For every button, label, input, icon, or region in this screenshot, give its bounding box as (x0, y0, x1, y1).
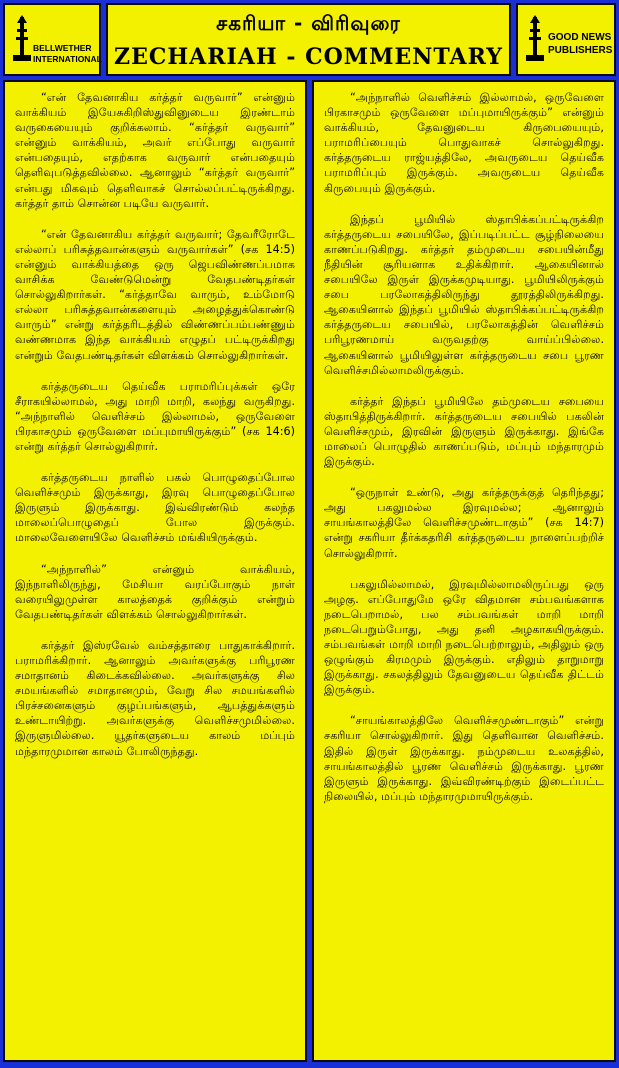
paragraph: “என் தேவனாகிய கர்த்தர் வருவார்; தேவரீரோடே எல்லாப் பரிசுத்தவான்களும் வருவார்கள்” (சக 14:5) என்னும் வாக்கியத்தை ஒரு ஜெபவிண்ணப்பமாக வாசிக்க வேண்டுமென்று வேதபண்டிதர்கள் சொல்லுகிறார்கள். “கர்த்தாவே வாரும், உம்மோடு எல்லா பரிசுத்தவான்களையும் அழைத்துக்கொண்டு வாரும்” என்று கர்த்தரிடத்தில் விண்ணப்பம்பண்ணும் வண்ணமாக இந்த வாக்கியம் எழுதப் பட்டிருக்கிறது என்றும் வேதபண்டிதர்கள் விளக்கம் சொல்லுகிறார்கள். (15, 227, 295, 362)
paragraph: “ஒருநாள் உண்டு, அது கர்த்தருக்குத் தெரிந்தது; அது பகலுமல்ல இரவுமல்ல; ஆனாலும் சாயங்காலத்திலே வெளிச்சமுண்டாகும்” (சக 14:7) என்று சகரியா தீர்க்கதரிசி கர்த்தருடைய நாளைப்பற்றிச் சொல்லுகிறார். (324, 486, 604, 560)
left-logo-text: BELLWETHER INTERNATIONAL (33, 43, 102, 64)
paragraph: கர்த்தர் இஸ்ரவேல் வம்சத்தாரை பாதுகாக்கிறார். பராமரிக்கிறார். ஆனாலும் அவர்களுக்கு பரிபூரண சமாதானம் கிடைக்கவில்லை. அவர்களுக்கு சில சமயங்களில் சமாதானமும், வேறு சில சமயங்களில் பிரச்சனைகளும் குழப்பங்களும், ஆபத்துக்களும் உண்டாயிற்று. அவர்களுக்கு வெளிச்சமுமில்லை. இருளுமில்லை. யூதர்களுடைய காலம் மப்பும் மந்தாரமுமான காலம் போலிருந்தது. (15, 638, 295, 758)
good-news-logo-icon (524, 15, 546, 65)
tamil-title: சகரியா - விரிவுரை (216, 11, 401, 35)
paragraph: “என் தேவனாகிய கர்த்தர் வருவார்” என்னும் வாக்கியம் இயேசுகிறிஸ்துவினுடைய இரண்டாம் வருகையையும் குறிக்கலாம். “கர்த்தர் வருவார்” என்னும் வாக்கியம், அவர் எப்போது வருவார் என்பதையும், எதற்காக வருவார் என்பதையும் தெளிவுபடுத்தவில்லை. ஆனாலும் “கர்த்தர் வருவார்” என்பது மிகவும் தெளிவாகச் சொல்லப்பட்டிருக்கிறது. கர்த்தர் தாம் சொன்ன படியே வருவார். (15, 91, 295, 210)
english-title: ZECHARIAH - COMMENTARY (114, 44, 503, 70)
paragraph: “சாயங்காலத்திலே வெளிச்சமுண்டாகும்” என்று சகரியா சொல்லுகிறார். இது தெளிவான வெளிச்சம். இதில் இருள் இருக்காது. நம்முடைய உலகத்தில், சாயங்காலத்தில் பூரண வெளிச்சம் இருக்காது. பூரண இருளும் இருக்காது. இவ்விரண்டிற்கும் இடைப்பட்ட நிலையில், மப்பும் மந்தாரமுமாயிருக்கும். (324, 714, 604, 803)
paragraph: இந்தப் பூமியில் ஸ்தாபிக்கப்பட்டிருக்கிற கர்த்தருடைய சபையிலே, இப்படிப்பட்ட சூழ்நிலையை காணப்படுகிறது. கர்த்தர் தம்முடைய சபையின்மீது நீதியின் சூரியனாக உதிக்கிறார். ஆகையினால் சபையிலே இருள் இருக்கமுடியாது. பூமியிலிருக்கும் சபை பரலோகத்திலிருந்து தூரத்திலிருக்கிறது. ஆகையினால் இந்தப் பூமியில் ஸ்தாபிக்கப்பட்டிருக்கிற கர்த்தருடைய சபையில், பரலோகத்தின் வெளிச்சம் பரிபூரணமாய் வருவதற்கு வாய்ப்பில்லை. ஆகையினால் பூமியிலுள்ள கர்த்தருடைய சபை பூரண வெளிச்சமில்லாமலிருக்கும். (324, 212, 604, 377)
right-logo-text: GOOD NEWS PUBLISHERS (548, 32, 613, 56)
paragraph: கர்த்தர் இந்தப் பூமியிலே தம்முடைய சபையை ஸ்தாபித்திருக்கிறார். கர்த்தருடைய சபையில் பகலின் வெளிச்சமும், இரவின் இருளும் இருக்காது. இங்கே மாலைப் பொழுதில் காணப்படும், மப்பும் மந்தாரமும் இருக்கும். (324, 394, 604, 469)
paragraph: “அந்நாளில் வெளிச்சம் இல்லாமல், ஒருவேளை பிரகாசமும் ஒருவேளை மப்புமாயிருக்கும்” என்னும் வாக்கியம், தேவனுடைய கிருபையையும், பராமரிப்பையும் பொதுவாகச் சொல்லுகிறது. கர்த்தருடைய ராஜ்யத்திலே, அவருடைய தெய்வீக பராமரிப்பும் இருக்கும். அவருடைய தெய்வீக கிருபையும் இருக்கும். (324, 91, 604, 195)
bellwether-logo-icon (11, 15, 33, 65)
good-news-logo (516, 3, 616, 76)
right-column (312, 80, 616, 1062)
paragraph: “அந்நாளில்” என்னும் வாக்கியம், இந்நாளிலிருந்து, மேசியா வரப்போகும் நாள் வரையிலுமுள்ள காலத்தைக் குறிக்கும் என்றும் வேதபண்டிதர்கள் விளக்கம் சொல்லுகிறார்கள். (15, 562, 295, 621)
paragraph: கர்த்தருடைய நாளில் பகல் பொழுதைப்போல வெளிச்சமும் இருக்காது, இரவு பொழுதைப்போல இருளும் இருக்காது. இவ்விரண்டும் கலந்த மாலைப்பொழுதைப் போல இருக்கும். மாலைவேளையிலே வெளிச்சம் மங்கியிருக்கும். (15, 471, 295, 545)
bellwether-logo (3, 3, 101, 76)
title-panel (106, 3, 511, 76)
left-column (3, 80, 307, 1062)
paragraph: பகலுமில்லாமல், இரவுமில்லாமலிருப்பது ஒரு அழகு. எப்போதுமே ஒரே விதமான சம்பவங்களாக நடைபெறாமல், பல சம்பவங்கள் மாறி மாறி நடைபெறும்போது, அது தனி அழகாகயிருக்கும். சம்பவங்கள் மாறி மாறி நடைபெற்றாலும், அதிலும் ஒரு ஒழுங்கும் கிரமமும் இருக்கும். எதிலும் தாறுமாறு இருக்காது. சகலத்திலும் தேவனுடைய தெய்வீக திட்டம் இருக்கும். (324, 577, 604, 697)
paragraph: கர்த்தருடைய தெய்வீக பராமரிப்புக்கள் ஒரே சீராகயில்லாமல், அது மாறி மாறி, கலந்து வருகிறது. “அந்நாளில் வெளிச்சம் இல்லாமல், ஒருவேளை பிரகாசமும் ஒருவேளை மப்புமாயிருக்கும்” (சக 14:6) என்று கர்த்தர் சொல்லுகிறார். (15, 379, 295, 453)
